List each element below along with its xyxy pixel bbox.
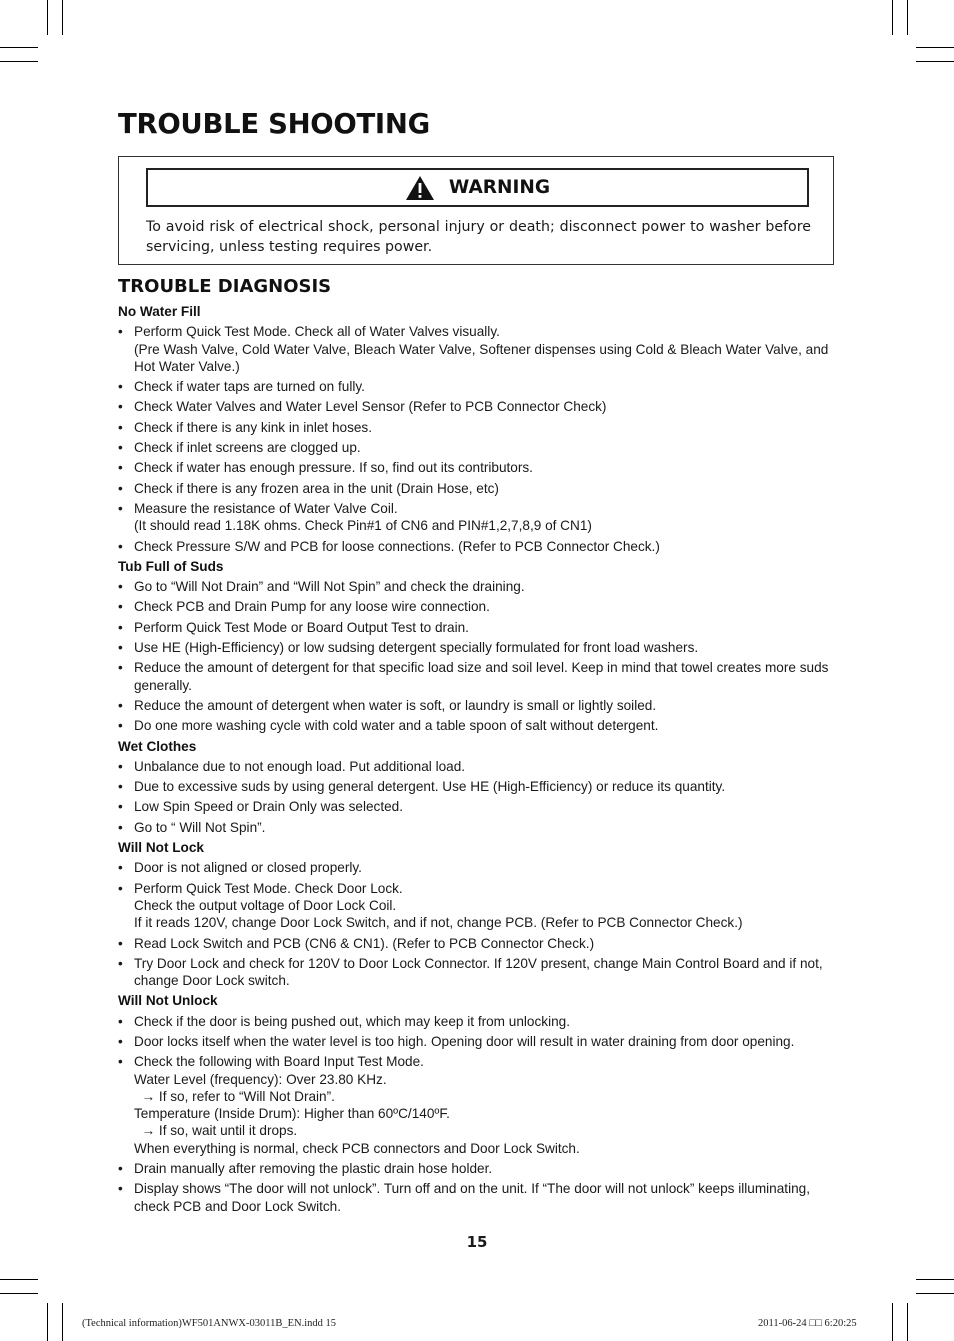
list-item xyxy=(118,717,838,734)
item-text: Door locks itself when the water level is too high. Opening door will result in water draining from door opening. xyxy=(134,1033,795,1049)
list-item xyxy=(118,778,838,795)
item-text: → If so, refer to “Will Not Drain”. xyxy=(134,1088,335,1104)
bullet-glyph: • xyxy=(118,379,123,395)
bullet-list xyxy=(118,758,838,836)
item-text: Check if inlet screens are clogged up. xyxy=(134,440,361,456)
item-text: Check if the door is being pushed out, which may keep it from unlocking. xyxy=(134,1013,570,1029)
footer-file-info: (Technical information)WF501ANWX-03011B_EN.indd 15 xyxy=(82,1318,337,1329)
item-text: Perform Quick Test Mode. Check all of Water Valves visually. xyxy=(134,324,500,340)
item-text: Do one more washing cycle with cold water and a table spoon of salt without detergent. xyxy=(134,718,659,734)
item-text: Try Door Lock and check for 120V to Door Lock Connector. If 120V present, change Main Control Board and if not, change Door Lock switch. xyxy=(134,955,823,989)
item-text: Go to “ Will Not Spin”. xyxy=(134,819,266,835)
item-text: Perform Quick Test Mode or Board Output Test to drain. xyxy=(134,619,469,635)
list-item xyxy=(118,323,838,375)
item-text: Low Spin Speed or Drain Only was selected. xyxy=(134,799,403,815)
list-item xyxy=(118,398,838,415)
bullet-glyph: • xyxy=(118,324,123,340)
list-item xyxy=(118,955,838,990)
list-item xyxy=(118,859,838,876)
section-heading: No Water Fill xyxy=(118,304,201,319)
warning-triangle-icon xyxy=(405,175,435,201)
list-item xyxy=(118,439,838,456)
list-item xyxy=(118,697,838,714)
item-text: Temperature (Inside Drum): Higher than 60ºC/140ºF. xyxy=(134,1106,450,1122)
list-item xyxy=(118,1033,838,1050)
warning-banner xyxy=(146,168,809,207)
item-text: (It should read 1.18K ohms. Check Pin#1 of CN6 and PIN#1,2,7,8,9 of CN1) xyxy=(134,518,592,534)
item-text: Unbalance due to not enough load. Put additional load. xyxy=(134,758,466,774)
list-item xyxy=(118,819,838,836)
diagnosis-section xyxy=(118,839,838,989)
list-item xyxy=(118,1013,838,1030)
item-text: Drain manually after removing the plastic drain hose holder. xyxy=(134,1161,493,1177)
item-text: Check if there is any frozen area in the unit (Drain Hose, etc) xyxy=(134,480,499,496)
list-item xyxy=(118,798,838,815)
item-text: Read Lock Switch and PCB (CN6 & CN1). (Refer to PCB Connector Check.) xyxy=(134,935,595,951)
list-item xyxy=(118,378,838,395)
bullet-list xyxy=(118,323,838,555)
bullet-list xyxy=(118,578,838,734)
crop-mark xyxy=(62,0,63,35)
bullet-glyph: • xyxy=(118,538,123,554)
crop-mark xyxy=(916,1279,954,1280)
bullet-glyph: • xyxy=(118,419,123,435)
bullet-glyph: • xyxy=(118,779,123,795)
item-text: Check if there is any kink in inlet hoses. xyxy=(134,419,373,435)
page-title: TROUBLE SHOOTING xyxy=(118,108,430,140)
item-text: Reduce the amount of detergent for that specific load size and soil level. Keep in mind that towel creates more suds generally. xyxy=(134,660,829,693)
bullet-glyph: • xyxy=(118,1161,123,1177)
section-heading: Will Not Unlock xyxy=(118,993,218,1009)
item-text: Check if water taps are turned on fully. xyxy=(134,379,365,395)
bullet-glyph: • xyxy=(118,599,123,615)
item-text: Check Pressure S/W and PCB for loose connections. (Refer to PCB Connector Check.) xyxy=(134,538,660,554)
bullet-glyph: • xyxy=(118,480,123,496)
crop-mark xyxy=(0,1279,38,1280)
bullet-glyph: • xyxy=(118,880,123,896)
item-text: Due to excessive suds by using general detergent. Use HE (High-Efficiency) or reduce its quantity. xyxy=(134,779,726,795)
diagnosis-list xyxy=(118,303,838,1218)
item-text: Use HE (High-Efficiency) or low sudsing detergent specially formulated for front load washers. xyxy=(134,640,699,656)
footer-timestamp: 2011-06-24 □□ 6:20:25 xyxy=(758,1318,857,1329)
bullet-glyph: • xyxy=(118,579,123,595)
bullet-glyph: • xyxy=(118,1054,123,1070)
bullet-glyph: • xyxy=(118,399,123,415)
bullet-glyph: • xyxy=(118,640,123,656)
crop-mark xyxy=(62,1303,63,1341)
diagnosis-section xyxy=(118,303,838,555)
item-text: (Pre Wash Valve, Cold Water Valve, Bleach Water Valve, Softener dispenses using Cold & Bleach Water Valve, and Hot Water Valve.) xyxy=(134,341,829,374)
bullet-list xyxy=(118,1013,838,1215)
list-item xyxy=(118,1180,838,1215)
bullet-glyph: • xyxy=(118,1033,123,1049)
list-item xyxy=(118,1160,838,1177)
section-heading: Wet Clothes xyxy=(118,738,197,754)
crop-mark xyxy=(0,47,38,48)
list-item xyxy=(118,500,838,535)
crop-mark xyxy=(0,61,38,62)
list-item xyxy=(118,538,838,555)
list-item xyxy=(118,880,838,932)
bullet-glyph: • xyxy=(118,660,123,676)
item-text: When everything is normal, check PCB connectors and Door Lock Switch. xyxy=(134,1140,580,1156)
crop-mark xyxy=(907,1303,908,1341)
section-heading: Will Not Lock xyxy=(118,840,204,856)
item-text: Door is not aligned or closed properly. xyxy=(134,860,362,876)
item-text: Check Water Valves and Water Level Sensor (Refer to PCB Connector Check) xyxy=(134,399,607,415)
crop-mark xyxy=(916,47,954,48)
list-item xyxy=(118,598,838,615)
list-item xyxy=(118,1053,838,1157)
bullet-glyph: • xyxy=(118,718,123,734)
list-item xyxy=(118,659,838,694)
bullet-glyph: • xyxy=(118,799,123,815)
crop-mark xyxy=(892,0,893,35)
item-text: Check the following with Board Input Test Mode. xyxy=(134,1054,424,1070)
list-item xyxy=(118,480,838,497)
page-number: 15 xyxy=(466,1233,488,1251)
diagnosis-section xyxy=(118,558,838,735)
bullet-glyph: • xyxy=(118,758,123,774)
crop-mark xyxy=(907,0,908,35)
item-text: Measure the resistance of Water Valve Coil. xyxy=(134,500,398,516)
section-heading: Tub Full of Suds xyxy=(118,558,224,574)
diagnosis-section xyxy=(118,738,838,836)
bullet-glyph: • xyxy=(118,619,123,635)
list-item xyxy=(118,639,838,656)
bullet-glyph: • xyxy=(118,440,123,456)
list-item xyxy=(118,578,838,595)
bullet-glyph: • xyxy=(118,819,123,835)
item-text: Check if water has enough pressure. If so, find out its contributors. xyxy=(134,460,533,476)
list-item xyxy=(118,619,838,636)
crop-mark xyxy=(916,1293,954,1294)
crop-mark xyxy=(47,1303,48,1341)
item-text: → If so, wait until it drops. xyxy=(134,1123,298,1139)
list-item xyxy=(118,419,838,436)
crop-mark xyxy=(47,0,48,35)
crop-mark xyxy=(916,61,954,62)
bullet-glyph: • xyxy=(118,460,123,476)
bullet-glyph: • xyxy=(118,955,123,971)
item-text: Check the output voltage of Door Lock Coil. xyxy=(134,897,397,913)
list-item xyxy=(118,459,838,476)
bullet-glyph: • xyxy=(118,1181,123,1197)
item-text: Perform Quick Test Mode. Check Door Lock. xyxy=(134,880,403,896)
item-text: Display shows “The door will not unlock”. Turn off and on the unit. If “The door will not unlock” keeps illuminating, check PCB and Door Lock Switch. xyxy=(134,1181,810,1214)
item-text: Check PCB and Drain Pump for any loose wire connection. xyxy=(134,599,490,615)
crop-mark xyxy=(0,1293,38,1294)
crop-mark xyxy=(892,1303,893,1341)
warning-text: To avoid risk of electrical shock, personal injury or death; disconnect power to washer before servicing, unless testing requires power. xyxy=(146,219,811,255)
item-text: Go to “Will Not Drain” and “Will Not Spin” and check the draining. xyxy=(134,579,525,595)
bullet-list xyxy=(118,859,838,989)
bullet-glyph: • xyxy=(118,500,123,516)
bullet-glyph: • xyxy=(118,860,123,876)
bullet-glyph: • xyxy=(118,697,123,713)
warning-label: WARNING xyxy=(448,177,551,198)
list-item xyxy=(118,935,838,952)
item-text: If it reads 120V, change Door Lock Switch, and if not, change PCB. (Refer to PCB Connector Check.) xyxy=(134,915,743,931)
warning-box xyxy=(118,156,834,265)
bullet-glyph: • xyxy=(118,1013,123,1029)
diagnosis-section xyxy=(118,992,838,1215)
item-text: Reduce the amount of detergent when water is soft, or laundry is small or lightly soiled. xyxy=(134,697,657,713)
list-item xyxy=(118,758,838,775)
bullet-glyph: • xyxy=(118,935,123,951)
item-text: Water Level (frequency): Over 23.80 KHz. xyxy=(134,1071,387,1087)
section-title: TROUBLE DIAGNOSIS xyxy=(118,276,332,297)
